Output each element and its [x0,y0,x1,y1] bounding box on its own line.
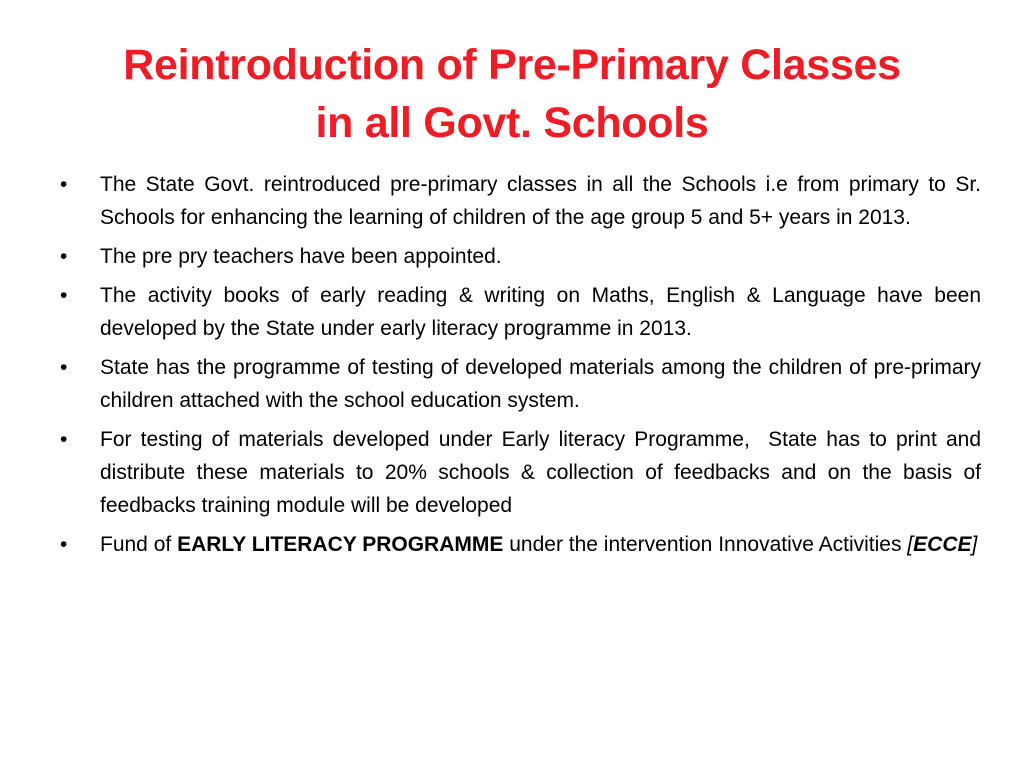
bracket-open: [ [907,533,914,556]
bullet-item-6 [60,528,981,561]
bullet-list [60,168,987,567]
title-line-2: in all Govt. Schools [315,99,709,147]
bullet-item-2 [60,240,981,273]
bullet-text: The activity books of early reading & writing on Maths, English & Language have been developed by the State under early literacy programme in 2013. [100,284,981,340]
bullet-dot-icon: • [60,533,68,556]
bullet-text-prefix: Fund of [100,533,178,556]
bullet-dot-icon: • [60,173,68,196]
ecce-label: ECCE [913,533,972,556]
bullet-text: For testing of materials developed under Early literacy Programme, State has to print and distribute these materials to 20% schools & collection of feedbacks and on the basis of feedbacks training module will be developed [100,428,987,517]
bullet-dot-icon: • [60,356,68,379]
bullet-text-middle: under the intervention Innovative Activities [503,533,908,556]
bullet-dot-icon: • [60,284,68,307]
bracket-close: ] [971,533,978,556]
bullet-text: State has the programme of testing of developed materials among the children of pre-primary children attached with the school education system. [100,356,981,412]
bullet-item-4 [60,351,981,417]
bullet-text: The pre pry teachers have been appointed. [100,245,502,268]
bullet-item-3 [60,279,981,345]
program-name: EARLY LITERACY PROGRAMME [177,533,504,556]
bullet-dot-icon: • [60,245,68,268]
bullet-item-1 [60,168,981,234]
bullet-text: The State Govt. reintroduced pre-primary classes in all the Schools i.e from primary to Sr. Schools for enhancing the learning of children of the age group 5 and 5+ years in 2013. [100,173,981,229]
bullet-item-5 [60,423,987,522]
slide-title [40,36,984,152]
bullet-dot-icon: • [60,428,68,451]
title-line-1: Reintroduction of Pre-Primary Classes [123,41,901,89]
